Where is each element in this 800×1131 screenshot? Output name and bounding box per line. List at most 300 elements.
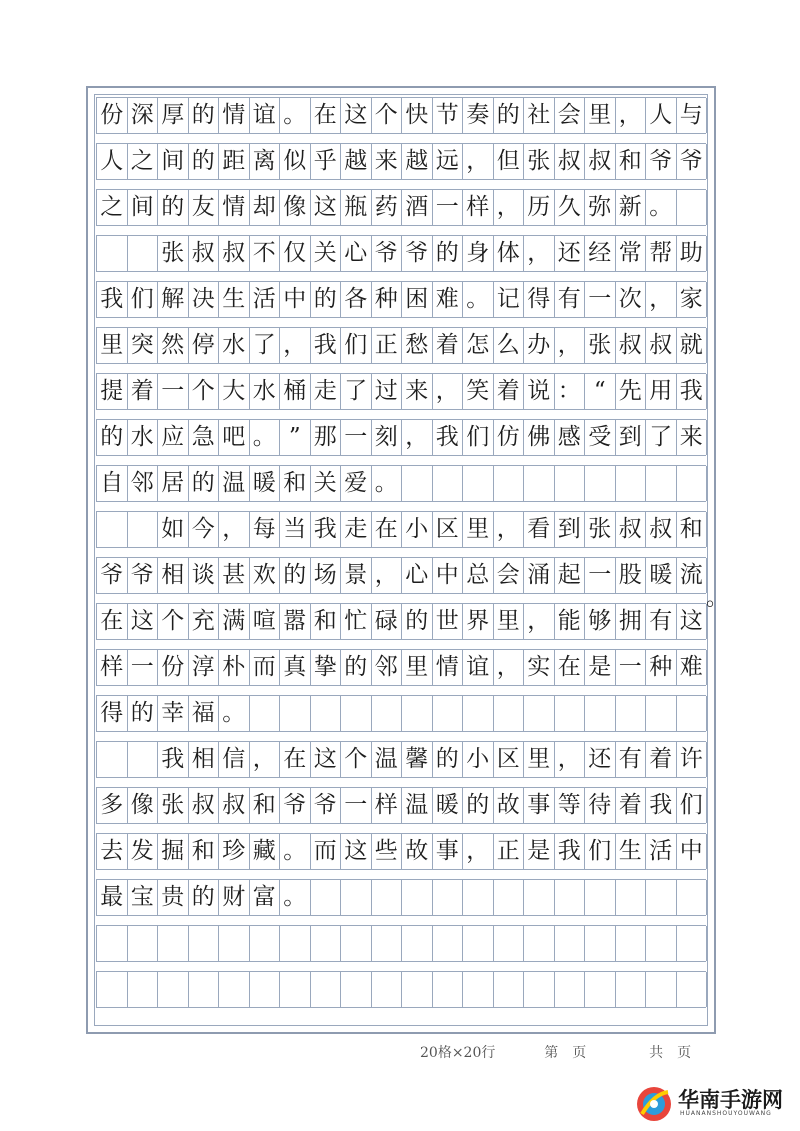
grid-spec-label: 20格×20行 [420,1045,496,1061]
grid-cell [97,926,128,961]
grid-cell: 小 [402,512,433,547]
grid-cell: 个 [372,98,403,133]
grid-cell: 张 [585,328,616,363]
grid-cell: 困 [402,282,433,317]
grid-cell [97,512,128,547]
grid-cell: 弥 [585,190,616,225]
grid-cell: 不 [250,236,281,271]
grid-cell: 我 [97,282,128,317]
grid-cell [433,696,464,731]
grid-cell: 社 [524,98,555,133]
grid-cell [463,696,494,731]
grid-cell: 我 [646,788,677,823]
grid-cell: 突 [128,328,159,363]
grid-cell: 一 [585,558,616,593]
grid-cell [494,972,525,1007]
grid-cell: 说 [524,374,555,409]
grid-cell [616,466,647,501]
grid-cell: 的 [433,236,464,271]
grid-cell: 叔 [616,512,647,547]
grid-cell [250,696,281,731]
grid-cell: 邻 [128,466,159,501]
grid-cell [677,880,708,915]
grid-cell: 似 [280,144,311,179]
total-pages-label: 共 页 [649,1045,692,1061]
grid-cell: 而 [250,650,281,685]
grid-cell: 财 [219,880,250,915]
grid-cell [677,190,708,225]
grid-cell: 的 [311,282,342,317]
grid-cell [616,880,647,915]
grid-cell: 忙 [341,604,372,639]
grid-cell [402,466,433,501]
grid-cell: ， [433,374,464,409]
grid-cell: ， [463,144,494,179]
grid-cell: 看 [524,512,555,547]
grid-cell: 难 [677,650,708,685]
grid-cell [494,926,525,961]
grid-cell: 应 [158,420,189,455]
grid-cell: 距 [219,144,250,179]
grid-cell: 景 [341,558,372,593]
grid-cell: ， [494,512,525,547]
grid-cell: 故 [402,834,433,869]
grid-cell: 的 [402,604,433,639]
grid-cell: 生 [219,282,250,317]
grid-cell: ， [616,98,647,133]
grid-cell: 活 [250,282,281,317]
grid-cell: 谊 [250,98,281,133]
grid-row [96,235,706,272]
grid-cell: 体 [494,236,525,271]
grid-cell: 的 [341,650,372,685]
grid-cell: 幸 [158,696,189,731]
grid-cell: 样 [372,788,403,823]
grid-row [96,925,706,962]
grid-cell: 最 [97,880,128,915]
grid-cell: 刻 [372,420,403,455]
grid-cell: 真 [280,650,311,685]
grid-cell: 谈 [189,558,220,593]
grid-row [96,373,706,410]
grid-cell: 节 [433,98,464,133]
grid-cell: 相 [158,558,189,593]
grid-cell: 们 [341,328,372,363]
grid-cell: 叔 [219,236,250,271]
grid-cell: 之 [97,190,128,225]
grid-cell [524,926,555,961]
grid-cell: ， [280,328,311,363]
grid-cell [402,926,433,961]
grid-cell: 着 [128,374,159,409]
grid-cell: 们 [463,420,494,455]
grid-cell [97,972,128,1007]
grid-cell: 拥 [616,604,647,639]
brand-name: 华南手游网 [678,1088,783,1112]
grid-cell: 么 [494,328,525,363]
grid-cell: 我 [158,742,189,777]
grid-cell: 快 [402,98,433,133]
grid-cell: 中 [433,558,464,593]
grid-cell: 来 [677,420,708,455]
grid-cell: 温 [372,742,403,777]
grid-cell: 的 [280,558,311,593]
grid-cell: 在 [311,98,342,133]
grid-cell: 够 [585,604,616,639]
grid-cell [128,742,159,777]
grid-cell: 大 [219,374,250,409]
grid-cell [219,972,250,1007]
grid-cell: 的 [189,466,220,501]
grid-cell: 间 [128,190,159,225]
grid-cell: 厚 [158,98,189,133]
grid-cell: 之 [128,144,159,179]
grid-cell: 和 [677,512,708,547]
grid-cell [158,926,189,961]
grid-cell: 会 [494,558,525,593]
grid-cell: 一 [616,650,647,685]
grid-cell [311,880,342,915]
grid-cell: 酒 [402,190,433,225]
grid-cell: 还 [585,742,616,777]
grid-cell: 到 [555,512,586,547]
grid-cell: 会 [555,98,586,133]
grid-cell: 叔 [646,512,677,547]
grid-cell [585,696,616,731]
grid-cell: 福 [189,696,220,731]
grid-cell: ， [219,512,250,547]
grid-cell: 办 [524,328,555,363]
grid-cell [311,926,342,961]
grid-cell: 当 [280,512,311,547]
grid-cell: 那 [311,420,342,455]
grid-cell: 发 [128,834,159,869]
grid-cell: 各 [341,282,372,317]
grid-cell [372,972,403,1007]
grid-cell: 走 [311,374,342,409]
grid-cell: 些 [372,834,403,869]
grid-row [96,97,706,134]
grid-cell [555,696,586,731]
grid-cell: 世 [433,604,464,639]
grid-row [96,511,706,548]
grid-cell: 们 [128,282,159,317]
grid-cell [189,972,220,1007]
grid-cell: 活 [646,834,677,869]
grid-cell: 药 [372,190,403,225]
grid-cell: 人 [646,98,677,133]
margin-punctuation: 。 [706,586,729,611]
grid-cell: 的 [158,190,189,225]
grid-cell [677,696,708,731]
grid-cell [158,972,189,1007]
grid-cell: 有 [555,282,586,317]
grid-cell: 样 [463,190,494,225]
grid-row [96,557,706,594]
grid-cell: 们 [585,834,616,869]
grid-cell: 我 [555,834,586,869]
grid-cell [524,880,555,915]
grid-row [96,787,706,824]
grid-cell: 情 [433,650,464,685]
grid-cell: 越 [341,144,372,179]
grid-cell [646,972,677,1007]
grid-cell [219,926,250,961]
grid-cell: 决 [189,282,220,317]
grid-cell: 。 [250,420,281,455]
grid-cell: 这 [311,742,342,777]
grid-cell [555,926,586,961]
grid-cell: 和 [311,604,342,639]
grid-cell: 像 [280,190,311,225]
grid-cell [494,880,525,915]
grid-cell: 的 [463,788,494,823]
grid-cell [585,972,616,1007]
grid-cell: 爷 [402,236,433,271]
grid-cell: 样 [97,650,128,685]
grid-cell: 和 [616,144,647,179]
grid-cell: 我 [311,328,342,363]
grid-cell [616,696,647,731]
grid-cell: 去 [97,834,128,869]
grid-cell: 和 [189,834,220,869]
grid-cell: 故 [494,788,525,823]
grid-cell: 甚 [219,558,250,593]
grid-cell: 这 [341,834,372,869]
grid-cell: 奏 [463,98,494,133]
grid-cell: 有 [646,604,677,639]
grid-cell [402,972,433,1007]
grid-cell: 来 [372,144,403,179]
grid-cell: 的 [189,144,220,179]
grid-cell: 解 [158,282,189,317]
grid-cell: 感 [555,420,586,455]
grid-cell: 。 [219,696,250,731]
grid-cell: 历 [524,190,555,225]
grid-cell: 界 [463,604,494,639]
grid-cell: 难 [433,282,464,317]
grid-cell: 张 [158,788,189,823]
grid-cell: 的 [97,420,128,455]
grid-cell [524,696,555,731]
grid-cell: 信 [219,742,250,777]
grid-cell: 暖 [646,558,677,593]
grid-cell: 在 [280,742,311,777]
grid-cell: 就 [677,328,708,363]
grid-cell [524,466,555,501]
grid-cell: ， [463,834,494,869]
grid-cell: 一 [433,190,464,225]
grid-cell: 场 [311,558,342,593]
grid-cell [341,880,372,915]
grid-cell: 小 [463,742,494,777]
grid-cell [128,512,159,547]
grid-cell: 着 [433,328,464,363]
grid-cell: 友 [189,190,220,225]
grid-cell: 次 [616,282,647,317]
grid-cell: ： [555,374,586,409]
grid-cell: 受 [585,420,616,455]
grid-cell: 先 [616,374,647,409]
grid-cell: 的 [128,696,159,731]
grid-cell: 助 [677,236,708,271]
grid-cell: ， [524,604,555,639]
grid-cell: 笑 [463,374,494,409]
grid-cell: 居 [158,466,189,501]
grid-row [96,695,706,732]
grid-cell [616,972,647,1007]
grid-cell: 张 [158,236,189,271]
grid-cell [555,972,586,1007]
grid-cell: 心 [402,558,433,593]
grid-cell [585,880,616,915]
grid-cell [463,466,494,501]
grid-cell: 佛 [524,420,555,455]
grid-cell [555,466,586,501]
grid-cell: 温 [402,788,433,823]
grid-cell [646,466,677,501]
grid-cell: 着 [646,742,677,777]
grid-cell: 到 [616,420,647,455]
grid-cell [189,926,220,961]
grid-cell: 种 [372,282,403,317]
grid-cell [585,926,616,961]
grid-cell [463,926,494,961]
grid-cell [433,926,464,961]
grid-cell: ， [402,420,433,455]
grid-row [96,143,706,180]
grid-cell: 桶 [280,374,311,409]
grid-cell: 欢 [250,558,281,593]
grid-cell: 宝 [128,880,159,915]
grid-cell: 这 [677,604,708,639]
grid-cell [616,926,647,961]
grid-cell: 家 [677,282,708,317]
grid-cell: 乎 [311,144,342,179]
grid-cell [646,696,677,731]
grid-cell: 个 [158,604,189,639]
grid-cell: 张 [585,512,616,547]
grid-cell: “ [585,374,616,409]
grid-cell: 。 [372,466,403,501]
grid-cell: ， [524,236,555,271]
grid-cell: 的 [189,880,220,915]
grid-cell [280,926,311,961]
grid-cell: 。 [280,880,311,915]
grid-cell: 与 [677,98,708,133]
grid-cell: 远 [433,144,464,179]
grid-cell: 新 [616,190,647,225]
grid-cell [280,972,311,1007]
brand-subtitle: HUANANSHOUYOUWANG [680,1110,772,1117]
grid-cell: 区 [494,742,525,777]
grid-cell: 像 [128,788,159,823]
grid-cell: 了 [250,328,281,363]
grid-cell: 深 [128,98,159,133]
grid-cell: 叔 [189,236,220,271]
grid-cell: 。 [280,98,311,133]
grid-cell [585,466,616,501]
grid-cell: 许 [677,742,708,777]
grid-cell [433,972,464,1007]
grid-cell: 种 [646,650,677,685]
grid-cell [463,972,494,1007]
grid-cell: 每 [250,512,281,547]
grid-cell: 里 [97,328,128,363]
grid-cell: 水 [128,420,159,455]
grid-row [96,833,706,870]
grid-cell: 是 [524,834,555,869]
grid-cell: ， [494,650,525,685]
grid-cell: 满 [219,604,250,639]
grid-cell: 自 [97,466,128,501]
grid-cell: 挚 [311,650,342,685]
grid-cell: ， [555,328,586,363]
grid-cell: 这 [341,98,372,133]
grid-cell: 里 [402,650,433,685]
grid-cell: 仿 [494,420,525,455]
grid-cell: 喧 [250,604,281,639]
grid-cell: 有 [616,742,647,777]
grid-row [96,465,706,502]
grid-cell: 叔 [189,788,220,823]
grid-cell: 中 [280,282,311,317]
grid-cell: 水 [219,328,250,363]
grid-cell [97,236,128,271]
grid-cell: 走 [341,512,372,547]
grid-cell: ” [280,420,311,455]
grid-cell: 爷 [97,558,128,593]
grid-cell: 心 [341,236,372,271]
grid-cell: 谊 [463,650,494,685]
grid-cell: 一 [158,374,189,409]
grid-cell: 正 [494,834,525,869]
grid-cell: 爷 [677,144,708,179]
grid-cell [128,926,159,961]
grid-cell [128,972,159,1007]
grid-cell: 人 [97,144,128,179]
page-number-label: 第 页 [544,1045,587,1061]
grid-cell: 。 [463,282,494,317]
grid-cell: ， [250,742,281,777]
grid-cell [128,236,159,271]
grid-cell: 贵 [158,880,189,915]
grid-cell [402,880,433,915]
grid-cell: 仅 [280,236,311,271]
grid-row [96,603,706,640]
grid-cell [372,696,403,731]
grid-cell: 们 [677,788,708,823]
grid-cell: 身 [463,236,494,271]
grid-cell: 份 [97,98,128,133]
grid-cell: 我 [311,512,342,547]
grid-cell [646,880,677,915]
grid-cell: 充 [189,604,220,639]
grid-cell: 实 [524,650,555,685]
grid-cell: 里 [585,98,616,133]
grid-cell: ， [646,282,677,317]
grid-cell: 提 [97,374,128,409]
grid-cell: 爷 [372,236,403,271]
grid-cell [341,926,372,961]
grid-cell: 帮 [646,236,677,271]
grid-cell: 事 [524,788,555,823]
grid-cell [311,696,342,731]
grid-cell: 邻 [372,650,403,685]
grid-row [96,879,706,916]
game-controller-logo-icon [634,1084,674,1124]
grid-cell: 经 [585,236,616,271]
